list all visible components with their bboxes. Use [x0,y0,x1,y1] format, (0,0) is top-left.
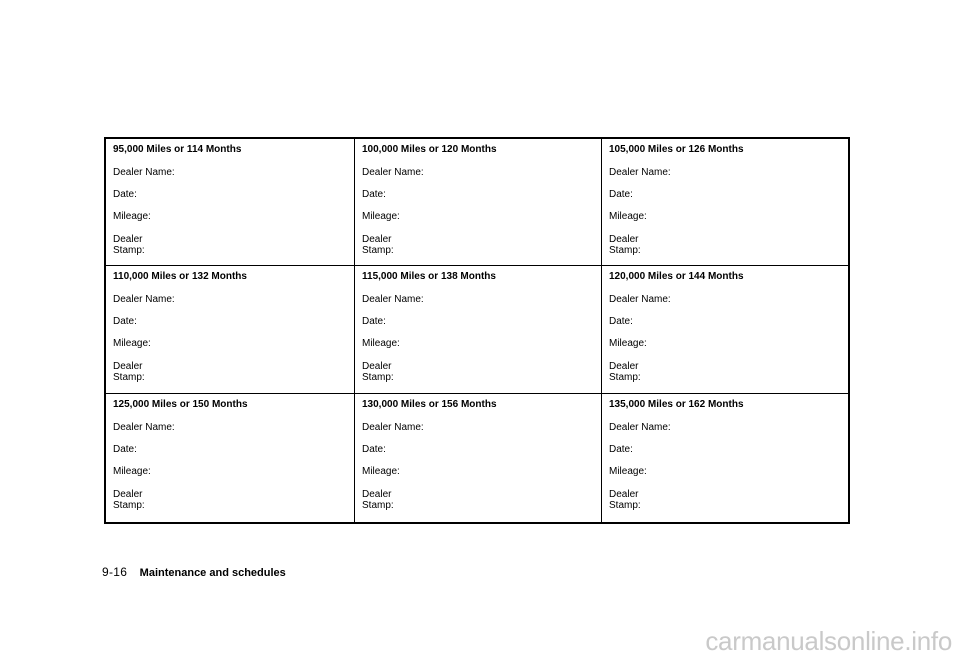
date-label: Date: [362,189,386,200]
date-label: Date: [609,316,633,327]
dealer-stamp-label-line2: Stamp: [362,245,394,256]
page-number: 9-16 [102,565,128,579]
record-cell [602,139,848,266]
dealer-stamp-label-line2: Stamp: [362,372,394,383]
dealer-name-label: Dealer Name: [362,167,424,178]
record-cell-title: 100,000 Miles or 120 Months [362,144,497,155]
dealer-stamp-label-line2: Stamp: [609,245,641,256]
dealer-stamp-label: Dealer [362,489,392,500]
page-footer [102,563,286,577]
dealer-name-label: Dealer Name: [113,167,175,178]
record-cell [106,139,355,266]
dealer-name-label: Dealer Name: [609,167,671,178]
mileage-label: Mileage: [609,338,647,349]
record-cell-title: 95,000 Miles or 114 Months [113,144,242,155]
dealer-stamp-label-line2: Stamp: [113,500,145,511]
record-cell [602,394,848,522]
dealer-name-label: Dealer Name: [113,422,175,433]
dealer-stamp-label-line2: Stamp: [362,500,394,511]
date-label: Date: [113,444,137,455]
record-cell [355,139,602,266]
date-label: Date: [362,316,386,327]
dealer-stamp-label: Dealer [609,234,639,245]
dealer-stamp-label: Dealer [362,234,392,245]
mileage-label: Mileage: [113,466,151,477]
mileage-label: Mileage: [609,466,647,477]
dealer-name-label: Dealer Name: [609,294,671,305]
mileage-label: Mileage: [362,338,400,349]
record-cell [355,394,602,522]
mileage-label: Mileage: [362,211,400,222]
dealer-stamp-label-line2: Stamp: [609,500,641,511]
date-label: Date: [609,444,633,455]
record-cell-title: 120,000 Miles or 144 Months [609,271,744,282]
dealer-stamp-label-line2: Stamp: [113,372,145,383]
record-cell-title: 135,000 Miles or 162 Months [609,399,744,410]
date-label: Date: [113,189,137,200]
mileage-label: Mileage: [113,211,151,222]
record-cell [355,266,602,394]
dealer-stamp-label-line2: Stamp: [113,245,145,256]
dealer-name-label: Dealer Name: [113,294,175,305]
mileage-label: Mileage: [113,338,151,349]
record-cell-title: 130,000 Miles or 156 Months [362,399,497,410]
record-cell-title: 110,000 Miles or 132 Months [113,271,247,282]
record-cell [602,266,848,394]
date-label: Date: [113,316,137,327]
dealer-stamp-label: Dealer [113,489,143,500]
mileage-label: Mileage: [609,211,647,222]
record-cell [106,394,355,522]
dealer-stamp-label: Dealer [113,234,143,245]
date-label: Date: [609,189,633,200]
mileage-label: Mileage: [362,466,400,477]
record-cell-title: 105,000 Miles or 126 Months [609,144,744,155]
record-cell-title: 115,000 Miles or 138 Months [362,271,496,282]
dealer-stamp-label: Dealer [609,489,639,500]
date-label: Date: [362,444,386,455]
dealer-name-label: Dealer Name: [362,422,424,433]
watermark-text: carmanualsonline.info [705,626,952,656]
dealer-stamp-label: Dealer [113,361,143,372]
dealer-name-label: Dealer Name: [362,294,424,305]
section-title: Maintenance and schedules [139,567,286,579]
dealer-stamp-label: Dealer [609,361,639,372]
record-cell-title: 125,000 Miles or 150 Months [113,399,248,410]
dealer-stamp-label-line2: Stamp: [609,372,641,383]
maintenance-record-table [104,137,850,524]
dealer-stamp-label: Dealer [362,361,392,372]
dealer-name-label: Dealer Name: [609,422,671,433]
record-cell [106,266,355,394]
